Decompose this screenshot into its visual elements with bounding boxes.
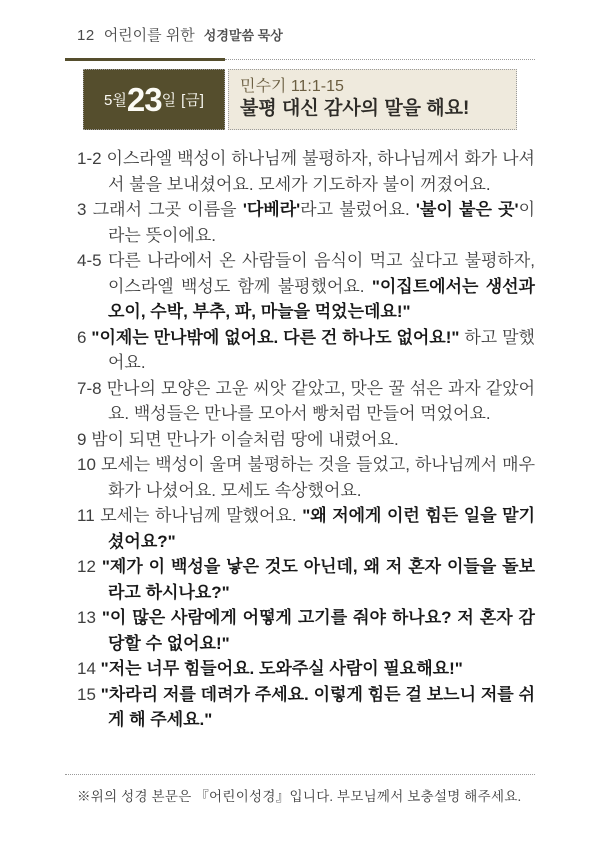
verse-number: 7-8 [77,378,102,398]
date-suffix: 일 [161,92,177,109]
verse-text: 이스라엘 백성이 하나님께 불평하자, 하나님께서 화가 나셔서 불을 보내셨어요. 모세가 기도하자 불이 꺼졌어요. [106,149,535,194]
scripture-reference: 민수기 11:1-15 [240,78,344,96]
verse-emphasis: '불이 붙은 곳' [415,200,519,219]
verse-body [101,455,535,500]
verse-body [101,685,535,730]
verse-text: 모세는 하나님께 말했어요. [100,506,303,525]
verse [77,325,535,376]
verse-number: 6 [77,327,87,347]
verse-body [102,608,535,653]
verse-body [100,506,535,551]
verse-text: 만나의 모양은 고운 씨앗 같았고, 맛은 꿀 섞은 과자 같았어요. 백성들은 만나를 모아서 빵처럼 만들어 먹었어요. [106,378,535,423]
divider-solid-segment [65,58,225,61]
verse-text: 밤이 되면 만나가 이슬처럼 땅에 내렸어요. [91,429,399,449]
verse-body [102,557,535,602]
verse-emphasis: "이 많은 사람에게 어떻게 고기를 줘야 하나요? 저 혼자 감당할 수 없어요!" [101,608,535,653]
lesson-header [83,69,517,130]
verse [77,452,535,503]
verse-text: 모세는 백성이 울며 불평하는 것을 들었고, 하나님께서 매우 화가 나셨어요. 모세도 속상했어요. [100,455,535,500]
date-month: 5월 [104,92,127,109]
verse-emphasis: "제가 이 백성을 낳은 것도 아닌데, 왜 저 혼자 이들을 돌보라고 하시나요?" [101,557,535,602]
verse-list [77,146,535,733]
header-divider [65,58,535,61]
verse-body [107,379,535,424]
verse [77,656,535,682]
verse [77,503,535,554]
verse-number: 12 [77,557,96,576]
verse-body [91,430,399,449]
verse-body [93,200,535,245]
verse-body [101,659,463,678]
verse-number: 4-5 [77,251,102,270]
book-subtitle: 성경말씀 묵상 [203,28,283,43]
verse-text: 다른 나라에서 온 사람들이 음식이 먹고 싶다고 불평하자, 이스라엘 백성도 함께 불평했어요. [107,251,535,296]
book-title: 어린이를 위한 [103,27,195,44]
verse [77,427,535,453]
verse-emphasis: "차라리 저를 데려가 주세요. 이렇게 힘든 걸 보느니 저를 쉬게 해 주세요." [100,684,535,729]
verse-emphasis: "저는 너무 힘들어요. 도와주실 사람이 필요해요!" [100,659,463,678]
verse-text: 하고 말했어요. [108,327,535,372]
verse [77,682,535,733]
verse-body [107,149,535,194]
lesson-title: 불평 대신 감사의 말을 해요! [240,98,470,120]
verse-body [108,251,535,321]
page-number: 12 [77,27,95,44]
date-badge [83,69,225,130]
divider-dotted-segment [225,59,535,60]
verse-emphasis: '다베라' [242,200,301,219]
running-head [77,24,535,45]
verse [77,554,535,605]
page-footer [65,774,535,805]
lesson-title-area [228,69,517,130]
date-weekday: [금] [181,92,204,109]
verse-number: 13 [77,608,96,627]
verse [77,197,535,248]
verse-number: 14 [77,659,96,678]
verse-body [91,328,535,373]
verse-emphasis: "이제는 만나밖에 없어요. 다른 건 하나도 없어요!" [91,327,460,347]
verse-text: 그래서 그곳 이름을 [92,200,243,219]
verse [77,376,535,427]
verse [77,605,535,656]
verse-number: 11 [77,506,95,525]
verse-number: 1-2 [77,149,102,168]
verse-text: 이라는 뜻이에요. [108,200,536,245]
verse [77,146,535,197]
footer-divider [65,774,535,775]
verse-number: 9 [77,429,87,449]
verse-number: 15 [77,684,96,704]
verse [77,248,535,325]
verse-number: 3 [77,200,87,219]
date-day: 23 [126,81,162,118]
verse-number: 10 [77,455,96,474]
verse-emphasis: "이집트에서는 생선과 오이, 수박, 부추, 파, 마늘을 먹었는데요!" [108,276,535,321]
footnote: ※위의 성경 본문은 『어린이성경』입니다. 부모님께서 보충설명 해주세요. [77,788,522,804]
verse-emphasis: "왜 저에게 이런 힘든 일을 맡기셨어요?" [108,506,535,551]
verse-text: 라고 불렀어요. [300,200,416,219]
